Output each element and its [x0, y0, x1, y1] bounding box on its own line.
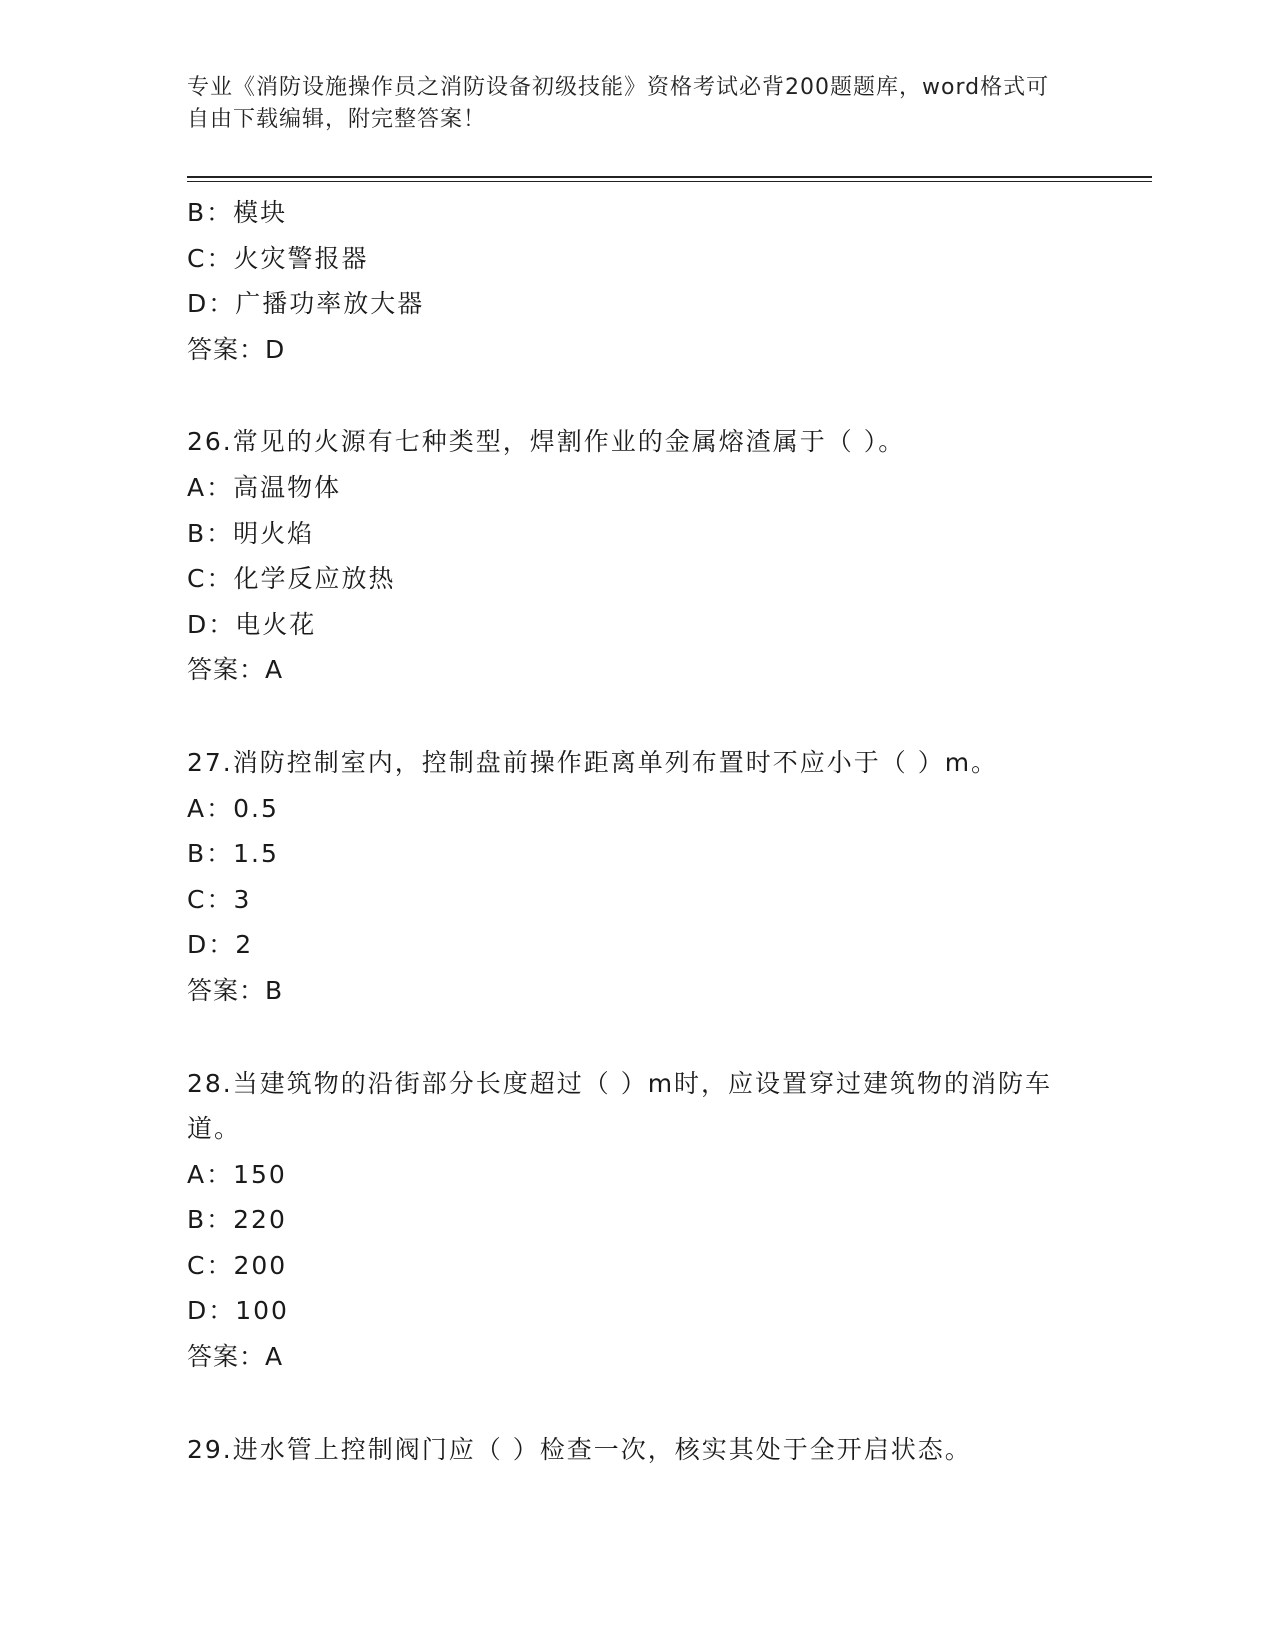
option-b: B：明火焰	[187, 518, 315, 548]
question-28	[187, 1061, 1087, 1380]
question-29	[187, 1427, 1087, 1473]
option-a: A：0.5	[187, 793, 279, 823]
answer-line: 答案：D	[187, 334, 286, 364]
option-a: A：150	[187, 1159, 287, 1189]
question-27	[187, 740, 1087, 1014]
option-d: D：广播功率放大器	[187, 289, 425, 319]
option-c: C：200	[187, 1250, 288, 1280]
option-d: D：电火花	[187, 609, 317, 639]
question-26	[187, 419, 1087, 693]
option-b: B：1.5	[187, 839, 279, 869]
question-stem: 29.进水管上控制阀门应（ ）检查一次，核实其处于全开启状态。	[187, 1434, 972, 1464]
answer-line: 答案：A	[187, 1342, 284, 1372]
option-b: B：220	[187, 1205, 287, 1235]
question-stem: 28.当建筑物的沿街部分长度超过（ ）m时，应设置穿过建筑物的消防车道。	[187, 1068, 1053, 1144]
option-a: A：高温物体	[187, 472, 342, 502]
question-stem: 27.消防控制室内，控制盘前操作距离单列布置时不应小于（ ）m。	[187, 747, 999, 777]
question-25-continued	[187, 190, 1087, 372]
answer-line: 答案：B	[187, 975, 284, 1005]
document-header: 专业《消防设施操作员之消防设备初级技能》资格考试必背200题题库，word格式可自由下载编辑，附完整答案！	[187, 75, 1050, 132]
option-d: D：2	[187, 930, 254, 960]
option-b: B：模块	[187, 198, 288, 227]
option-c: C：化学反应放热	[187, 564, 396, 594]
option-c: C：3	[187, 884, 252, 914]
header-divider	[187, 176, 1152, 182]
answer-line: 答案：A	[187, 655, 284, 685]
option-d: D：100	[187, 1296, 289, 1326]
question-stem: 26.常见的火源有七种类型，焊割作业的金属熔渣属于（ ）。	[187, 427, 906, 457]
option-c: C：火灾警报器	[187, 243, 369, 273]
question-list	[187, 190, 1087, 1472]
